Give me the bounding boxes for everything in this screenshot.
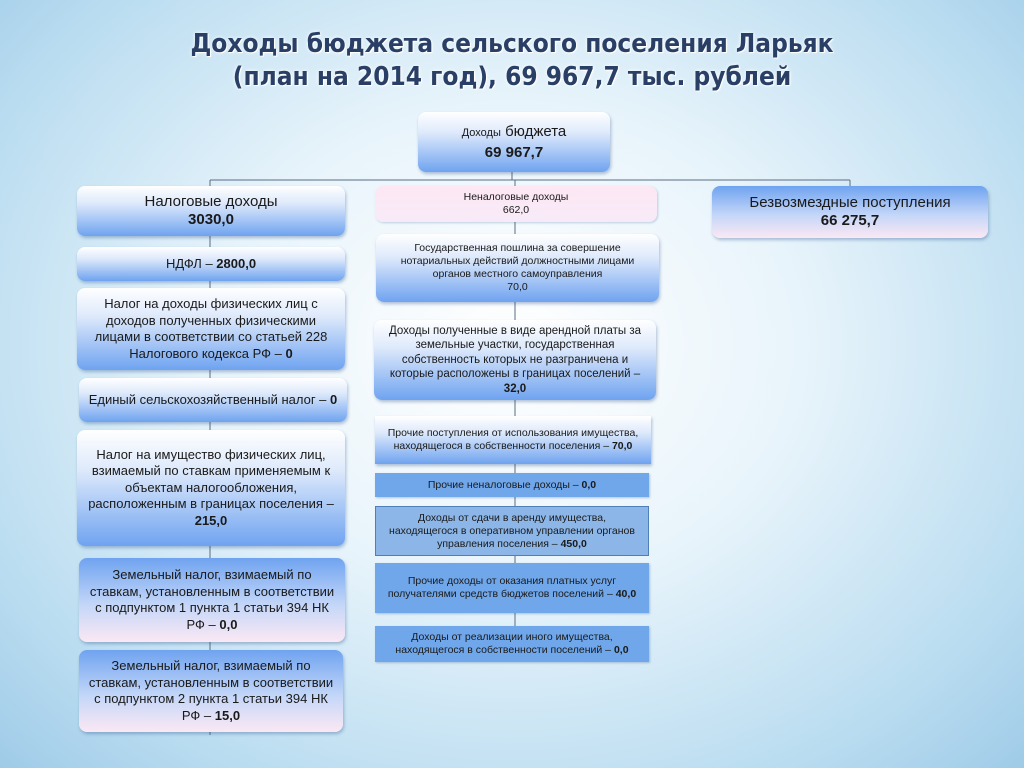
tax-item-text: НДФЛ – — [165, 255, 217, 271]
nontax-item-state-duty — [376, 234, 659, 302]
tax-income-box — [77, 186, 345, 236]
nontax-item-text: Прочие неналоговые доходы – — [427, 478, 582, 491]
nontax-item-value: 70,0 — [507, 281, 528, 293]
tax-item-land-1 — [79, 558, 345, 642]
nontax-item-value: 0,0 — [613, 644, 629, 656]
tax-item-ndfl-228-text — [85, 296, 337, 362]
tax-item-value: 0 — [285, 345, 293, 361]
nontax-income-label: Неналоговые доходы — [463, 191, 569, 203]
root-value: 69 967,7 — [484, 144, 544, 161]
title-line-1: Доходы бюджета сельского поселения Ларьяк — [190, 29, 834, 59]
tax-item-agricultural — [79, 378, 347, 422]
tax-item-ndfl — [77, 247, 345, 281]
nontax-item-text: Доходы от сдачи в аренду имущества, находящегося в оперативном управлении органов управления поселения – — [389, 511, 635, 550]
tax-item-property — [77, 430, 345, 546]
nontax-item-property-use — [375, 416, 651, 464]
nontax-item-property-sale-text — [383, 631, 641, 657]
nontax-item-operational-rent-text — [384, 512, 640, 551]
tax-item-value: 215,0 — [194, 512, 228, 528]
nontax-item-paid-services-text — [383, 575, 641, 601]
tax-item-text: Налог на доходы физических лиц с доходов полученных физическими лицами в соответствии со статьей 228 Налогового кодекса РФ – — [94, 296, 328, 361]
tax-item-land-2-text — [87, 658, 335, 724]
gratuitous-value: 66 275,7 — [820, 212, 880, 229]
tax-income-value: 3030,0 — [188, 211, 234, 228]
root-budget-box — [418, 112, 610, 172]
tax-item-text: Единый сельскохозяйственный налог – — [88, 391, 331, 407]
nontax-item-land-rent-text — [382, 324, 648, 397]
nontax-item-text: Прочие доходы от оказания платных услуг получателями средств бюджетов поселений – — [387, 575, 617, 600]
nontax-item-value: 0,0 — [581, 478, 597, 491]
nontax-item-value: 40,0 — [615, 588, 637, 600]
nontax-income-box — [375, 186, 657, 222]
nontax-item-other-text — [428, 479, 596, 492]
tax-item-value: 15,0 — [214, 707, 241, 723]
tax-item-value: 0,0 — [219, 616, 238, 632]
gratuitous-box — [712, 186, 988, 238]
tax-item-property-text — [85, 447, 337, 530]
root-label-small: Доходы — [461, 127, 501, 139]
nontax-item-land-rent — [374, 320, 656, 400]
root-label-big: бюджета — [505, 123, 567, 140]
tax-item-land-2 — [79, 650, 343, 732]
tax-item-land-1-text — [87, 567, 337, 633]
tax-item-text: Земельный налог, взимаемый по ставкам, установленным в соответствии с подпунктом 2 пункта 1 статьи 394 НК РФ – — [88, 658, 334, 723]
tax-item-agricultural-text — [89, 392, 338, 409]
nontax-item-text: Доходы от реализации иного имущества, находящегося в собственности поселений – — [395, 631, 614, 656]
nontax-item-value: 32,0 — [503, 382, 527, 395]
nontax-item-text: Доходы полученные в виде арендной платы за земельные участки, государственная собственность которых не разграничена и которые расположены в границах поселений – — [388, 324, 642, 381]
title-line-2: (план на 2014 год), 69 967,7 тыс. рублей — [232, 62, 792, 92]
tax-income-label: Налоговые доходы — [144, 193, 278, 210]
nontax-item-text: Прочие поступления от использования имущества, находящегося в собственности поселения – — [387, 427, 639, 452]
nontax-item-value: 450,0 — [560, 537, 587, 550]
nontax-item-operational-rent — [375, 506, 649, 556]
nontax-income-value: 662,0 — [502, 204, 530, 216]
root-label-row — [462, 122, 567, 143]
gratuitous-label: Безвозмездные поступления — [749, 194, 951, 211]
nontax-item-paid-services — [375, 563, 649, 613]
tax-item-ndfl-text — [166, 256, 256, 273]
tax-item-value: 2800,0 — [216, 255, 257, 271]
tax-item-text: Земельный налог, взимаемый по ставкам, установленным в соответствии с подпунктом 1 пункта 1 статьи 394 НК РФ – — [89, 567, 335, 632]
tax-item-text: Налог на имущество физических лиц, взимаемый по ставкам применяемым к объектам налогообложения, расположенным в границах поселения – — [88, 446, 334, 512]
tax-item-ndfl-228 — [77, 288, 345, 370]
tax-item-value: 0 — [330, 391, 338, 407]
nontax-item-property-use-text — [383, 427, 643, 453]
nontax-item-other — [375, 473, 649, 497]
nontax-item-value: 70,0 — [611, 440, 633, 452]
nontax-item-text: Государственная пошлина за совершение нотариальных действий должностными лицами органов местного самоуправления — [400, 242, 635, 280]
nontax-item-property-sale — [375, 626, 649, 662]
